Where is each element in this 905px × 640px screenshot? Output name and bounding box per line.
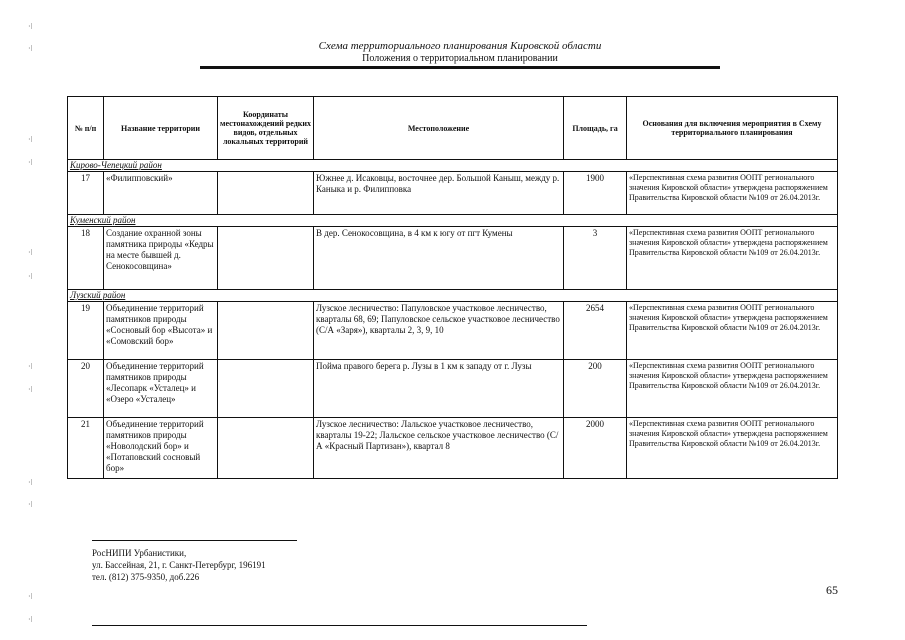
territory-name: Объединение территорий памятников природы «Сосновый бор «Высота» и «Сомовский бор» bbox=[104, 302, 218, 360]
document-header bbox=[200, 40, 720, 65]
territory-area: 3 bbox=[564, 227, 627, 290]
region-label: Куменский район bbox=[68, 215, 838, 227]
column-header-area: Площадь, га bbox=[564, 97, 627, 160]
table-row bbox=[68, 172, 838, 215]
footer-rule bbox=[92, 540, 297, 541]
territory-coordinates bbox=[218, 302, 314, 360]
inclusion-basis: «Перспективная схема развития ООПТ регионального значения Кировской области» утверждена распоряжением Правительства Кировской области №109 от 26.04.2013г. bbox=[627, 227, 838, 290]
territory-location: Лузское лесничество: Папуловское участковое лесничество, кварталы 68, 69; Папуловское сельское участковое лесничество (С/А «Заря»), кварталы 2, 3, 9, 10 bbox=[314, 302, 564, 360]
footer-organization: РосНИПИ Урбанистики, bbox=[92, 548, 187, 558]
row-number: 18 bbox=[68, 227, 104, 290]
region-label: Лузский район bbox=[68, 290, 838, 302]
region-row bbox=[68, 215, 838, 227]
inclusion-basis: «Перспективная схема развития ООПТ регионального значения Кировской области» утверждена распоряжением Правительства Кировской области №109 от 26.04.2013г. bbox=[627, 172, 838, 215]
table-header-row bbox=[68, 97, 838, 160]
inclusion-basis: «Перспективная схема развития ООПТ регионального значения Кировской области» утверждена распоряжением Правительства Кировской области №109 от 26.04.2013г. bbox=[627, 360, 838, 418]
row-number: 20 bbox=[68, 360, 104, 418]
territory-name: Создание охранной зоны памятника природы «Кедры на месте бывшей д. Сенокосовщина» bbox=[104, 227, 218, 290]
territory-location: Лузское лесничество: Лальское участковое лесничество, кварталы 19-22; Лальское сельское участковое лесничество (С/А «Красный Партизан»), квартал 8 bbox=[314, 418, 564, 479]
region-row bbox=[68, 160, 838, 172]
table-row bbox=[68, 302, 838, 360]
inclusion-basis: «Перспективная схема развития ООПТ регионального значения Кировской области» утверждена распоряжением Правительства Кировской области №109 от 26.04.2013г. bbox=[627, 302, 838, 360]
territory-area: 2000 bbox=[564, 418, 627, 479]
header-rule bbox=[200, 66, 720, 69]
bottom-rule bbox=[92, 625, 587, 626]
territory-name: Объединение территорий памятников природы «Лесопарк «Усталец» и «Озеро «Усталец» bbox=[104, 360, 218, 418]
territories-table-container bbox=[67, 96, 837, 479]
row-number: 17 bbox=[68, 172, 104, 215]
row-number: 19 bbox=[68, 302, 104, 360]
territory-coordinates bbox=[218, 360, 314, 418]
column-header-basis: Основания для включения мероприятия в Схему территориального планирования bbox=[627, 97, 838, 160]
territory-location: В дер. Сенокосовщина, в 4 км к югу от пгт Кумены bbox=[314, 227, 564, 290]
territory-location: Южнее д. Исаковцы, восточнее дер. Большой Каныш, между р. Каныка и р. Филипповка bbox=[314, 172, 564, 215]
table-row bbox=[68, 360, 838, 418]
territory-area: 200 bbox=[564, 360, 627, 418]
table-row bbox=[68, 418, 838, 479]
scan-margin-marks: ·ǀ ·ǀ ·ǀ ·ǀ ·ǀ ·ǀ ·ǀ ·ǀ ·ǀ ·ǀ ·ǀ ·ǀ bbox=[28, 22, 33, 624]
footer-address: ул. Бассейная, 21, г. Санкт-Петербург, 196191 bbox=[92, 560, 266, 570]
territory-name: Объединение территорий памятников природы «Новолодский бор» и «Потаповский сосновый бор» bbox=[104, 418, 218, 479]
territory-name: «Филипповский» bbox=[104, 172, 218, 215]
region-label: Кирово-Чепецкий район bbox=[68, 160, 838, 172]
territory-coordinates bbox=[218, 227, 314, 290]
inclusion-basis: «Перспективная схема развития ООПТ регионального значения Кировской области» утверждена распоряжением Правительства Кировской области №109 от 26.04.2013г. bbox=[627, 418, 838, 479]
table-row bbox=[68, 227, 838, 290]
territory-coordinates bbox=[218, 418, 314, 479]
column-header-location: Местоположение bbox=[314, 97, 564, 160]
region-row bbox=[68, 290, 838, 302]
document-footer bbox=[92, 540, 302, 583]
document-title: Схема территориального планирования Кировской области bbox=[318, 40, 602, 52]
footer-phone: тел. (812) 375-9350, доб.226 bbox=[92, 572, 200, 582]
column-header-coordinates: Координаты местонахождений редких видов, отдельных локальных территорий bbox=[218, 97, 314, 160]
document-subtitle: Положения о территориальном планировании bbox=[362, 53, 558, 64]
column-header-name: Название территории bbox=[104, 97, 218, 160]
territory-coordinates bbox=[218, 172, 314, 215]
territory-area: 1900 bbox=[564, 172, 627, 215]
column-header-number: № п/п bbox=[68, 97, 104, 160]
page-number: 65 bbox=[826, 583, 838, 597]
row-number: 21 bbox=[68, 418, 104, 479]
territories-table bbox=[67, 96, 838, 479]
territory-location: Пойма правого берега р. Лузы в 1 км к западу от г. Лузы bbox=[314, 360, 564, 418]
territory-area: 2654 bbox=[564, 302, 627, 360]
